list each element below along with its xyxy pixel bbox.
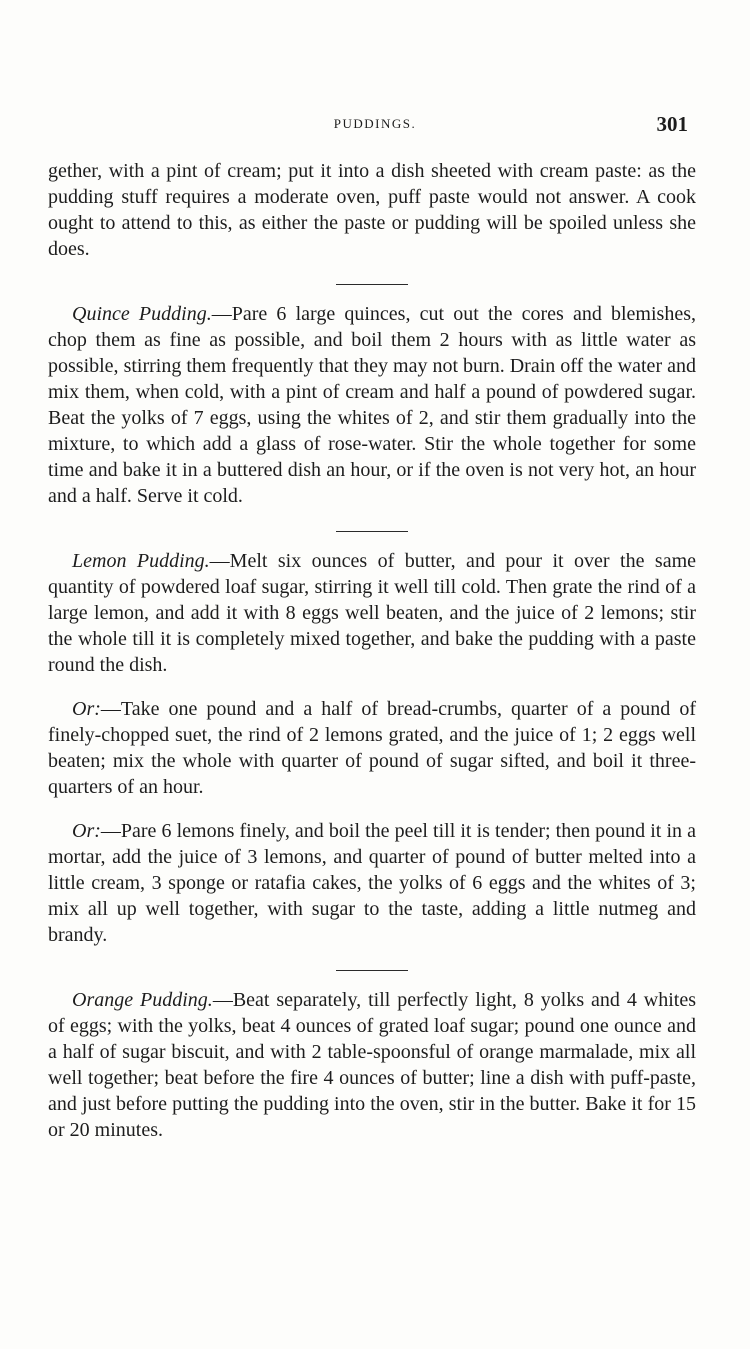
recipe-text: —Pare 6 lemons finely, and boil the peel till it is tender; then pound it in a mortar, add the juice of 3 lemons, and quarter of pound of butter melted into a little cream, 3 sponge or ratafia cakes, the yolks of 6 eggs and the whites of 3; mix all up well together, with sugar to the taste, adding a little nutmeg and brandy. [48,820,696,946]
page-header [0,112,750,142]
section-rule [336,970,408,971]
recipe-title: Or: [72,820,101,842]
spacer [48,262,696,280]
recipe-text: —Pare 6 large quinces, cut out the cores and blemishes, chop them as fine as possible, and boil them 2 hours with as little water as possible, stirring them frequently that they may not burn. Drain off the water and mix them, when cold, with a pint of cream and half a pound of powdered sugar. Beat the yolks of 7 eggs, using the whites of 2, and stir them gradually into the mixture, to which add a glass of rose-water. Stir the whole together for some time and bake it in a buttered dish an hour, or if the oven is not very hot, an hour and a half. Serve it cold. [48,303,696,507]
page-number: 301 [656,112,688,136]
recipe-quince-pudding [48,301,696,509]
recipe-lemon-variant-2 [48,818,696,948]
recipe-title: Orange Pudding. [72,989,213,1011]
running-head: PUDDINGS. [333,116,417,131]
recipe-lemon-pudding [48,548,696,678]
recipe-title: Quince Pudding. [72,303,212,325]
recipe-orange-pudding [48,987,696,1143]
spacer [48,800,696,818]
recipe-lemon-variant-1 [48,696,696,800]
section-rule [336,284,408,285]
paragraph-text: gether, with a pint of cream; put it into a dish sheeted with cream paste: as the pudding stuff requires a moderate oven, puff paste would not answer. A cook ought to attend to this, as either the paste or pudding will be spoiled unless she does. [48,160,696,260]
paragraph-continuation [48,158,696,262]
recipe-text: —Melt six ounces of butter, and pour it over the same quantity of powdered loaf sugar, stirring it well till cold. Then grate the rind of a large lemon, and add it with 8 eggs well beaten, and the juice of 2 lemons; stir the whole till it is completely mixed together, and bake the pudding with a paste round the dish. [48,550,697,676]
recipe-title: Or: [72,698,101,720]
spacer [48,509,696,527]
recipe-text: —Take one pound and a half of bread-crumbs, quarter of a pound of finely-chopped suet, the rind of 2 lemons grated, and the juice of 1; 2 eggs well beaten; mix the whole with quarter of pound of sugar sifted, and boil it three-quarters of an hour. [48,698,696,798]
spacer [48,678,696,696]
page-body [48,158,696,1143]
recipe-title: Lemon Pudding. [72,550,210,572]
spacer [48,948,696,966]
section-rule [336,531,408,532]
recipe-text: —Beat separately, till perfectly light, 8 yolks and 4 whites of eggs; with the yolks, beat 4 ounces of grated loaf sugar; pound one ounce and a half of sugar biscuit, and with 2 table-spoonsful of orange marmalade, mix all well together; beat before the fire 4 ounces of butter; line a dish with puff-paste, and just before putting the pudding into the oven, stir in the butter. Bake it for 15 or 20 minutes. [48,989,696,1141]
